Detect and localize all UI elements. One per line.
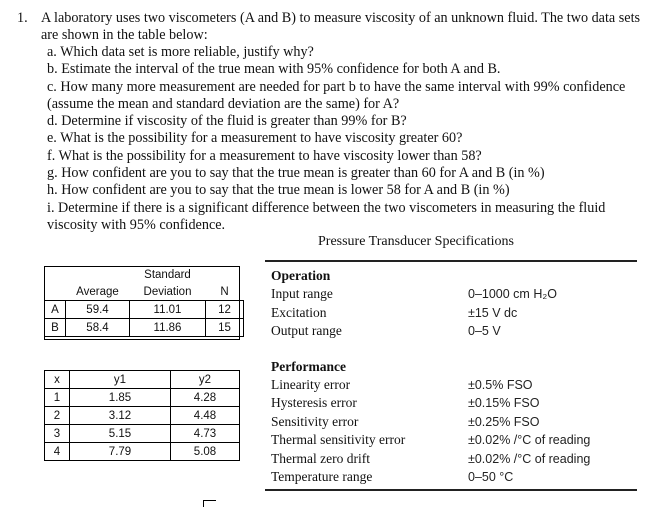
xy-cell-x: 1 [45, 389, 70, 407]
spec-item-value: ±0.02% /°C of reading [468, 433, 591, 447]
xy-header-x: x [45, 371, 70, 389]
question-a: a. Which data set is more reliable, justify why? [47, 44, 314, 60]
question-i: i. Determine if there is a significant difference between the two viscometers in measuring the fluid viscosity with 95% confidence. [47, 199, 606, 233]
xy-cell-y2: 4.28 [171, 389, 240, 407]
stats-header-top-row [45, 266, 244, 283]
spec-item [271, 431, 643, 450]
spec-item-value: 0–5 V [468, 324, 501, 338]
stats-average-a: 59.4 [66, 301, 130, 319]
problem-number: 1. [17, 10, 28, 26]
spec-performance-heading: Performance [271, 358, 346, 374]
xy-table [44, 370, 240, 461]
xy-cell-y1: 7.79 [70, 443, 171, 461]
question-g: g. How confident are you to say that the true mean is greater than 60 for A and B (in %) [47, 165, 545, 182]
xy-cell-y1: 1.85 [70, 389, 171, 407]
spec-item-label: Excitation [271, 304, 327, 320]
xy-header-y1: y1 [70, 371, 171, 389]
question-list [47, 44, 642, 234]
spec-item-label: Temperature range [271, 469, 373, 484]
spec-item-value: ±15 V dc [468, 305, 518, 320]
xy-row-2 [45, 407, 240, 425]
stats-header-average: Average [76, 285, 119, 298]
xy-cell-y2: 5.08 [171, 443, 240, 461]
question-b: b. Estimate the interval of the true mean with 95% confidence for both A and B. [47, 61, 501, 78]
stats-average-b: 58.4 [66, 319, 130, 337]
spec-item [271, 394, 643, 413]
spec-item-label: Hysteresis error [271, 395, 357, 410]
stats-table [44, 266, 244, 337]
spec-item [271, 376, 643, 395]
spec-item-value: ±0.25% FSO [468, 414, 540, 429]
spec-item-value: ±0.15% FSO [468, 396, 540, 410]
stats-label-b: B [45, 319, 66, 337]
question-h: h. How confident are you to say that the true mean is lower 58 for A and B (in %) [47, 182, 510, 199]
stats-n-a: 12 [206, 301, 244, 319]
stats-header-n: N [220, 285, 229, 298]
spec-bottom-rule [265, 489, 637, 491]
question-d: d. Determine if viscosity of the fluid is greater than 99% for B? [47, 113, 407, 130]
xy-header-y2: y2 [171, 371, 240, 389]
question-c: c. How many more measurement are needed for part b to have the same interval with 99% confidence (assume the mean and standard deviation are the same) for A? [47, 78, 626, 112]
stats-header-row [45, 283, 244, 301]
xy-row-1 [45, 389, 240, 407]
xy-cell-y1: 3.12 [70, 407, 171, 425]
spec-item-label: Sensitivity error [271, 413, 359, 429]
spec-item [271, 413, 643, 432]
xy-row-4 [45, 443, 240, 461]
spec-top-rule [265, 260, 637, 262]
spec-item [271, 304, 643, 323]
question-e: e. What is the possibility for a measurement to have viscosity greater 60? [47, 130, 463, 147]
stats-row-a [45, 301, 244, 319]
stats-row-b [45, 319, 244, 337]
spec-item-label: Linearity error [271, 376, 351, 392]
spec-item [271, 450, 643, 469]
xy-cell-x: 3 [45, 425, 70, 443]
spec-title: Pressure Transducer Specifications [318, 234, 514, 249]
spec-item-value: ±0.02% /°C of reading [468, 451, 591, 466]
xy-row-3 [45, 425, 240, 443]
xy-cell-y2: 4.48 [171, 407, 240, 425]
xy-cell-x: 2 [45, 407, 70, 425]
spec-item [271, 468, 643, 487]
xy-cell-x: 4 [45, 443, 70, 461]
spec-item-value: 0–1000 cm H₂O [468, 287, 557, 301]
xy-cell-y1: 5.15 [70, 425, 171, 443]
spec-sheet [271, 266, 643, 487]
spec-item [271, 322, 643, 341]
spec-item-label: Output range [271, 323, 342, 338]
spec-item-value: 0–50 °C [468, 470, 514, 484]
spec-item-label: Thermal sensitivity error [271, 432, 406, 447]
spec-item-label: Thermal zero drift [271, 450, 370, 466]
problem-intro: A laboratory uses two viscometers (A and B) to measure viscosity of an unknown fluid. The two data sets are shown in the table below: [41, 10, 641, 44]
xy-cell-y2: 4.73 [171, 425, 240, 443]
spec-operation-heading: Operation [271, 268, 331, 283]
stats-header-standard: Standard [144, 268, 191, 281]
stats-deviation-b: 11.86 [130, 319, 206, 337]
spec-item-value: ±0.5% FSO [468, 377, 533, 392]
spec-gap [271, 341, 643, 357]
spec-item [271, 285, 643, 304]
stats-n-b: 15 [206, 319, 244, 337]
stats-deviation-a: 11.01 [130, 301, 206, 319]
spec-item-label: Input range [271, 286, 333, 301]
crop-mark [203, 500, 216, 507]
question-f: f. What is the possibility for a measurement to have viscosity lower than 58? [47, 147, 482, 164]
stats-label-a: A [45, 301, 66, 319]
stats-header-deviation: Deviation [143, 285, 192, 298]
xy-header-row [45, 371, 240, 389]
